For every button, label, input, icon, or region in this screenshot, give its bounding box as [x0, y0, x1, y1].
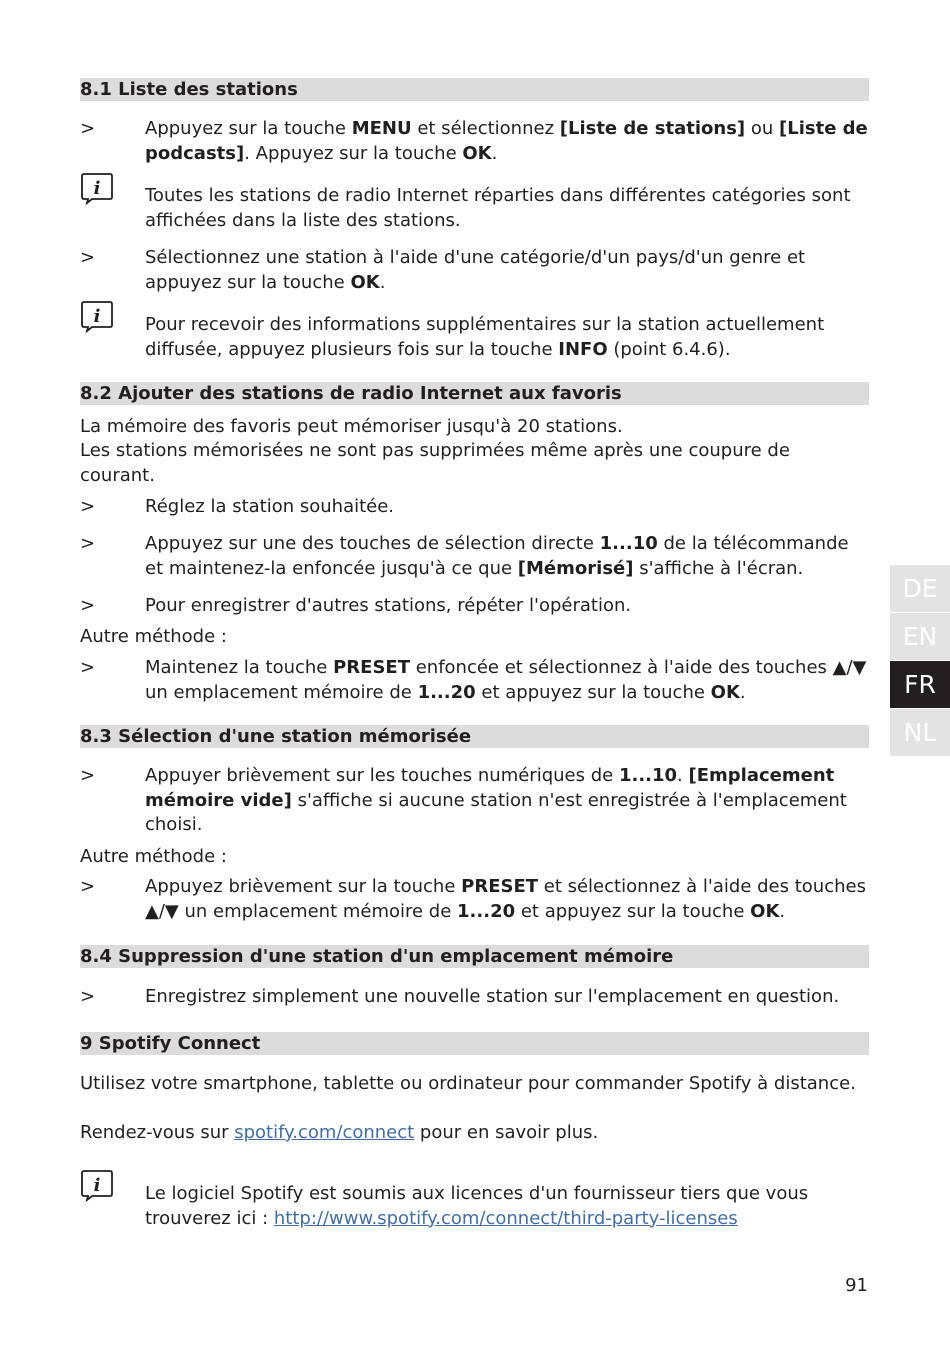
- alt-method-label: Autre méthode :: [80, 626, 227, 647]
- info-icon: [80, 171, 114, 205]
- alt-method-label: Autre méthode :: [80, 846, 227, 867]
- bullet-marker: >: [80, 533, 96, 554]
- favorites-power-text: Les stations mémorisées ne sont pas supprimées même après une coupure de courant.: [80, 440, 790, 486]
- section-heading-8-1: 8.1 Liste des stations: [80, 78, 869, 101]
- page-number: 91: [845, 1275, 868, 1296]
- svg-text:i: i: [93, 1175, 101, 1196]
- section-heading-8-3: 8.3 Sélection d'une station mémorisée: [80, 725, 869, 748]
- lang-tab-nl[interactable]: NL: [890, 709, 950, 756]
- spotify-intro-text: Utilisez votre smartphone, tablette ou ordinateur pour commander Spotify à distance.: [80, 1073, 856, 1094]
- bullet-marker: >: [80, 765, 96, 786]
- bullet-marker: >: [80, 876, 96, 897]
- spotify-link-text: Rendez-vous sur spotify.com/connect pour en savoir plus.: [80, 1122, 599, 1143]
- info-icon: [80, 1168, 114, 1202]
- bullet-marker: >: [80, 247, 96, 268]
- section-heading-9: 9 Spotify Connect: [80, 1032, 869, 1055]
- third-party-licenses-link[interactable]: http://www.spotify.com/connect/third-party-licenses: [273, 1207, 738, 1229]
- spotify-connect-link[interactable]: spotify.com/connect: [234, 1122, 415, 1143]
- section-heading-8-4: 8.4 Suppression d'une station d'un emplacement mémoire: [80, 945, 869, 968]
- bullet-marker: >: [80, 595, 96, 616]
- bullet-marker: >: [80, 986, 96, 1007]
- section-heading-8-2: 8.2 Ajouter des stations de radio Internet aux favoris: [80, 382, 869, 405]
- language-tabs: [890, 565, 950, 757]
- bullet-marker: >: [80, 118, 96, 139]
- svg-text:i: i: [93, 306, 101, 327]
- favorites-memory-text: La mémoire des favoris peut mémoriser jusqu'à 20 stations.: [80, 416, 623, 437]
- info-icon: [80, 299, 114, 333]
- bullet-marker: >: [80, 496, 96, 517]
- lang-tab-de[interactable]: DE: [890, 565, 950, 612]
- bullet-marker: >: [80, 657, 96, 678]
- svg-text:i: i: [93, 178, 101, 199]
- lang-tab-en[interactable]: EN: [890, 613, 950, 660]
- lang-tab-fr[interactable]: FR: [890, 661, 950, 708]
